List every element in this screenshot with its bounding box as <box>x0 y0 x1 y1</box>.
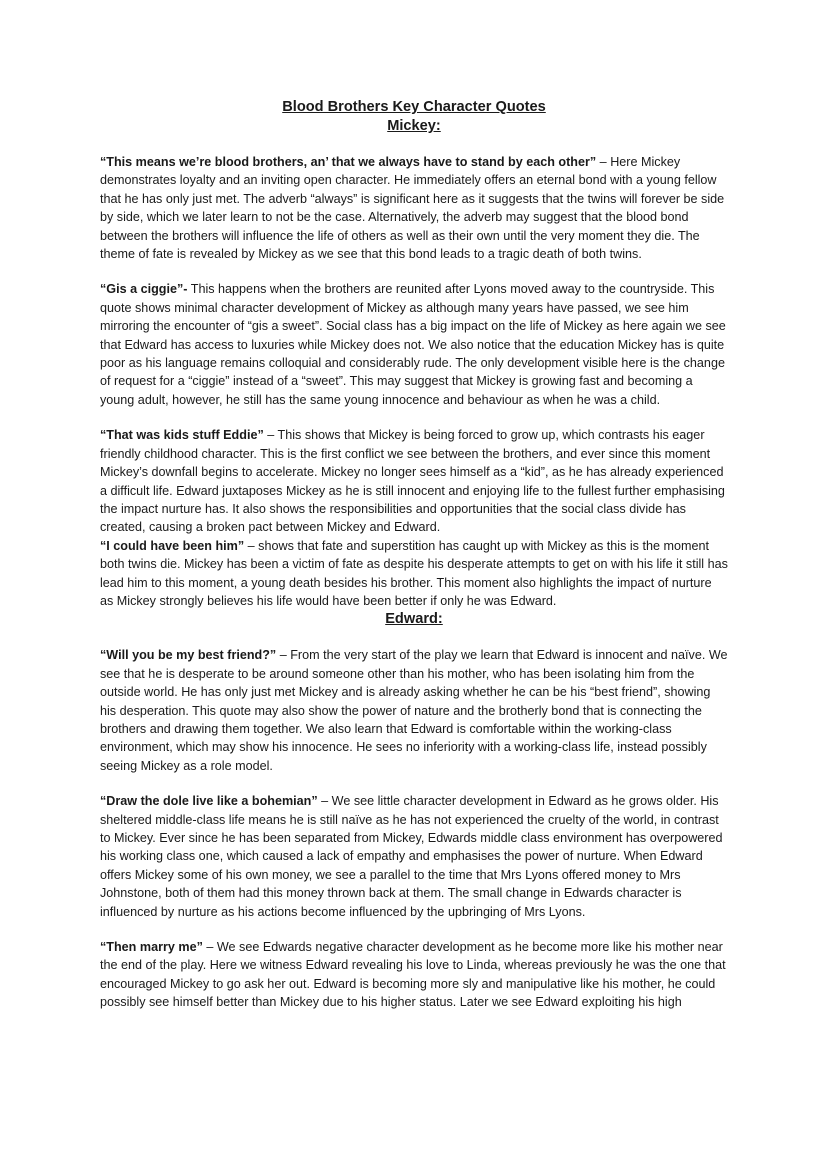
document-page <box>100 98 728 1012</box>
quote-analysis: – From the very start of the play we learn that Edward is innocent and naïve. We see that he is desperate to be around someone other than his mother, who has been isolating him from the outside world. He has only just met Mickey and is already asking whether he can be his “best friend”, showing his desperation. This quote may also show the power of nature and the brotherly bond that is connecting the brothers and drawing them together. We also learn that Edward is comfortable within the working-class environment, which may show his innocence. He sees no inferiority with a working-class life, instead possibly seeing Mickey as a role model. <box>100 648 728 773</box>
quote-analysis: – We see little character development in Edward as he grows older. His sheltered middle-class life means he is still naïve as he has not experienced the cruelty of the world, in contrast to Mickey. Ever since he has been separated from Mickey, Edwards middle class environment has overpowered his working class one, which caused a lack of empathy and emphasises the power of nurture. When Edward offers Mickey some of his own money, we see a parallel to the time that Mrs Lyons offered money to Mrs Johnstone, both of them had this money thrown back at them. The small change in Edwards character is influenced by nurture as his actions become influenced by the upbringing of Mrs Lyons. <box>100 794 723 919</box>
key-quote: “Draw the dole live like a bohemian” <box>100 794 318 809</box>
quote-entry <box>100 646 728 775</box>
quote-entry <box>100 938 728 1012</box>
quote-entry <box>100 792 728 921</box>
key-quote: “Will you be my best friend?” <box>100 648 277 663</box>
quote-analysis: – shows that fate and superstition has caught up with Mickey as this is the moment both twins die. Mickey has been a victim of fate as despite his desperate attempts to get on with his life it still has lead him to this moment, a young death besides his brother. This moment also highlights the impact of nurture as Mickey strongly believes his life would have been better if only he was Edward. <box>100 538 728 608</box>
section-heading-mickey: Mickey: <box>387 118 441 134</box>
key-quote: “Then marry me” <box>100 940 203 955</box>
quote-analysis: – This shows that Mickey is being forced to grow up, which contrasts his eager friendly childhood character. This is the first conflict we see between the brothers, and ever since this moment Mickey’s downfall begins to accelerate. Mickey no longer sees himself as a “kid”, as he has already experienced a difficult life. Edward juxtaposes Mickey as he is still innocent and enjoying life to the fullest further emphasising the impact nurture has. It also shows the responsibilities and opportunities that the social class divide has created, causing a broken pact between Mickey and Edward. <box>100 428 725 535</box>
quote-analysis: This happens when the brothers are reunited after Lyons moved away to the countryside. This quote shows minimal character development of Mickey as although many years have passed, we see him mirroring the encounter of “gis a sweet”. Social class has a big impact on the life of Mickey as here again we see that Edward has access to luxuries while Mickey does not. We also notice that the education Mickey has is quite poor as his language remains colloquial and considerably rude. The only development visible here is the change of request for a “ciggie” instead of a “sweet”. This may suggest that Mickey is growing fast and becoming a young adult, however, he still has the same young innocence and behaviour as when he was a child. <box>100 282 726 407</box>
key-quote: “This means we’re blood brothers, an’ that we always have to stand by each other” <box>100 155 597 169</box>
key-quote: “Gis a ciggie”- <box>100 282 188 297</box>
quote-entry <box>100 280 728 409</box>
section-heading-edward: Edward: <box>385 611 443 628</box>
key-quote: “I could have been him” <box>100 538 245 553</box>
key-quote: “That was kids stuff Eddie” <box>100 428 264 443</box>
document-title: Blood Brothers Key Character Quotes <box>282 99 546 115</box>
quote-analysis: – We see Edwards negative character development as he become more like his mother near the end of the play. Here we witness Edward revealing his love to Linda, whereas previously he was the one that encouraged Mickey to go ask her out. Edward is becoming more sly and manipulative like his mother, he could possibly see himself better than Mickey due to his higher status. Later we see Edward exploiting his high <box>100 940 726 1010</box>
quote-entry <box>100 426 728 536</box>
quote-entry <box>100 537 728 611</box>
quote-entry <box>100 153 728 263</box>
quote-analysis: – Here Mickey demonstrates loyalty and an inviting open character. He immediately offers an eternal bond with a young fellow that he has only just met. The adverb “always” is significant here as it suggests that the twins will forever be side by side, which we later learn to not be the case. Alternatively, the adverb may suggest that the blood bond between the brothers will influence the life of others as well as their own until the very moment they die. The theme of fate is revealed by Mickey as we see that this bond leads to a tragic death of both twins. <box>100 155 725 262</box>
